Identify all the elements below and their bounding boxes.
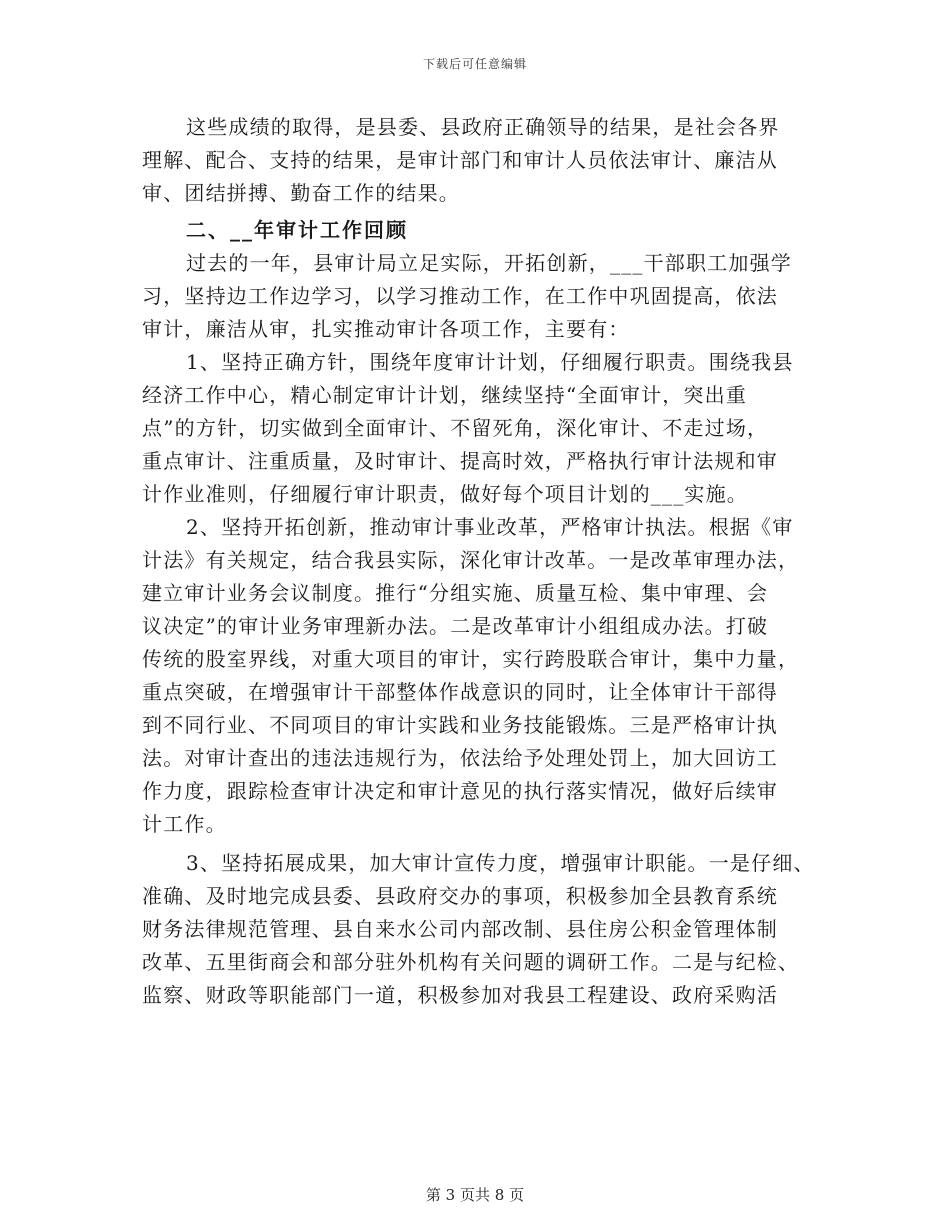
text-line: 过去的一年，县审计局立足实际，开拓创新，___干部职工加强学 <box>186 251 792 275</box>
page-header: 下载后可任意编辑 <box>422 57 527 71</box>
text-line: 经济工作中心，精心制定审计计划，继续坚持“全面审计，突出重 <box>142 383 748 407</box>
text-line: 点”的方针，切实做到全面审计、不留死角，深化审计、不走过场， <box>142 416 769 440</box>
text-line: 改革、五里街商会和部分驻外机构有关问题的调研工作。二是与纪检、 <box>142 950 800 974</box>
text-line: 财务法律规范管理、县自来水公司内部改制、县住房公积金管理体制 <box>142 917 778 941</box>
text-line: 理解、配合、支持的结果，是审计部门和审计人员依法审计、廉洁从 <box>142 148 778 172</box>
section-heading <box>142 214 810 247</box>
text-line: 重点突破，在增强审计干部整体作战意识的同时，让全体审计干部得 <box>142 680 778 704</box>
text-line: 计工作。 <box>142 812 227 836</box>
text-line: 计法》有关规定，结合我县实际，深化审计改革。一是改革审理办法， <box>142 548 800 572</box>
text-line: 计作业准则，仔细履行审计职责，做好每个项目计划的___实施。 <box>142 482 748 506</box>
text-line: 建立审计业务会议制度。推行“分组实施、质量互检、集中审理、会 <box>142 581 769 605</box>
text-line: 1、坚持正确方针，围绕年度审计计划，仔细履行职责。围绕我县 <box>186 350 794 374</box>
paragraph <box>142 511 810 841</box>
text-line: 议决定”的审计业务审理新办法。二是改革审计小组组成办法。打破 <box>142 614 769 638</box>
paragraph <box>142 346 810 511</box>
text-line: 3、坚持拓展成果，加大审计宣传力度，增强审计职能。一是仔细、 <box>186 851 815 875</box>
text-line: 监察、财政等职能部门一道，积极参加对我县工程建设、政府采购活 <box>142 983 778 1007</box>
text-line: 习，坚持边工作边学习，以学习推动工作，在工作中巩固提高，依法 <box>142 284 778 308</box>
heading-line: 二、__年审计工作回顾 <box>186 218 408 242</box>
paragraph <box>142 111 810 210</box>
text-line: 准确、及时地完成县委、县政府交办的事项，积极参加全县教育系统 <box>142 884 778 908</box>
text-line: 重点审计、注重质量，及时审计、提高时效，严格执行审计法规和审 <box>142 449 778 473</box>
text-line: 审、团结拼搏、勤奋工作的结果。 <box>142 181 460 205</box>
page-footer: 第 3 页共 8 页 <box>425 1186 525 1204</box>
paragraph <box>142 847 815 1012</box>
text-line: 法。对审计查出的违法违规行为，依法给予处理处罚上，加大回访工 <box>142 746 778 770</box>
text-line: 这些成绩的取得，是县委、县政府正确领导的结果，是社会各界 <box>186 115 780 139</box>
text-line: 作力度，跟踪检查审计决定和审计意见的执行落实情况，做好后续审 <box>142 779 778 803</box>
document-body <box>142 111 815 1012</box>
text-line: 2、坚持开拓创新，推动审计事业改革，严格审计执法。根据《审 <box>186 515 794 539</box>
text-line: 到不同行业、不同项目的审计实践和业务技能锻炼。三是严格审计执 <box>142 713 778 737</box>
paragraph <box>142 247 810 346</box>
text-line: 传统的股室界线，对重大项目的审计，实行跨股联合审计，集中力量， <box>142 647 800 671</box>
text-line: 审计，廉洁从审，扎实推动审计各项工作，主要有： <box>142 317 630 341</box>
